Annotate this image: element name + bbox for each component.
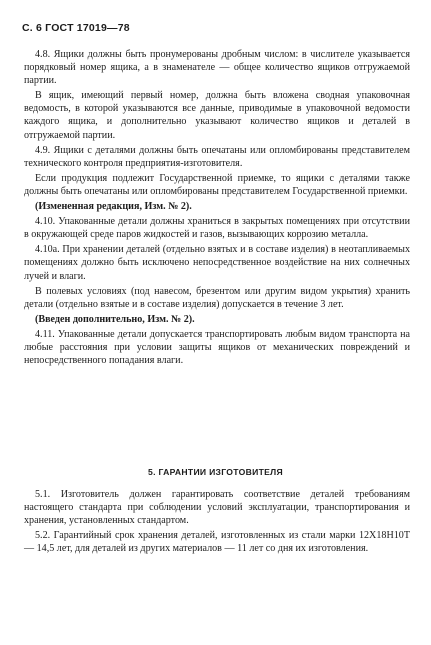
paragraph-state-acceptance: Если продукция подлежит Государственной приемке, то ящики с деталями также должны быть опечатаны или опломбированы представителем Государственной приемки.: [24, 172, 410, 197]
paragraph-4-10: 4.10. Упакованные детали должны храниться в закрытых помещениях при отсутствии в окружающей среде паров жидкостей и газов, вызывающих коррозию металла.: [24, 216, 410, 241]
paragraph-5-1: 5.1. Изготовитель должен гарантировать соответствие деталей требованиям настоящего стандарта при соблюдении условий эксплуатации, транспортирования и хранения, установленных стандартом.: [24, 489, 410, 527]
paragraph-5-2: 5.2. Гарантийный срок хранения деталей, изготовленных из стали марки 12Х18Н10Т — 14,5 лет, для деталей из других материалов — 11 лет со дня их изготовления.: [24, 530, 410, 555]
paragraph-field-conditions: В полевых условиях (под навесом, брезентом или другим видом укрытия) хранить детали (отдельно взятые и в составе изделия) допускается в течение 3 лет.: [24, 285, 410, 310]
paragraph-4-11: 4.11. Упакованные детали допускается транспортировать любым видом транспорта на любые расстояния при условии защиты ящиков от механических повреждений и непосредственного попадания влаги.: [24, 328, 410, 367]
amendment-note-1: (Измененная редакция, Изм. № 2).: [35, 201, 192, 213]
section-title: 5. ГАРАНТИИ ИЗГОТОВИТЕЛЯ: [148, 467, 283, 477]
body-bottom: [24, 488, 410, 557]
paragraph-4-10a: 4.10а. При хранении деталей (отдельно взятых и в составе изделия) в неотапливаемых помещениях должно быть исключено непосредственное воздействие на них солнечных лучей и влаги.: [24, 244, 410, 282]
paragraph-4-9: 4.9. Ящики с деталями должны быть опечатаны или опломбированы представителем технического контроля предприятия-изготовителя.: [24, 144, 410, 169]
paragraph-4-8: 4.8. Ящики должны быть пронумерованы дробным числом: в числителе указывается порядковый номер ящика, а в знаменателе — общее количество ящиков отгружаемой партии.: [24, 49, 410, 87]
amendment-note-2: (Введен дополнительно, Изм. № 2).: [35, 313, 195, 325]
page-header: С. 6 ГОСТ 17019—78: [22, 22, 130, 34]
paragraph-box-packing-list: В ящик, имеющий первый номер, должна быть вложена сводная упаковочная ведомость, в которой указываются все данные, приводимые в упаковочной ведомости каждого ящика, и дополнительно указывают количество ящиков и деталей в отгружаемой партии.: [24, 90, 410, 141]
body-top: [24, 48, 410, 369]
